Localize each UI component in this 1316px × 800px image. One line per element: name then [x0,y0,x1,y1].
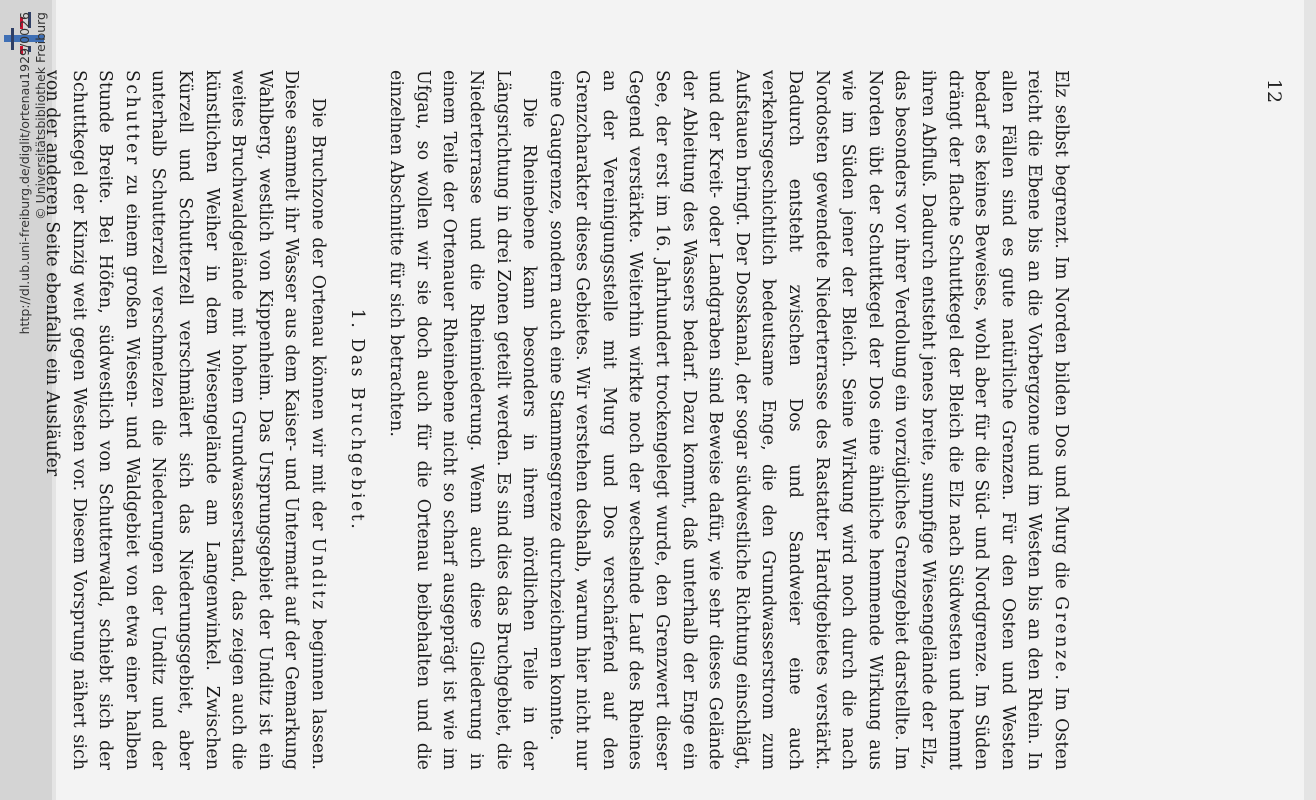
spaced-term-grenze: Grenze [1051,596,1071,675]
section-title: Das Bruchgebiet. [346,338,367,532]
paragraph-3-text-c: zu einem großen Wiesen- und Waldgebiet von etwa einer halben Stunde Breite. Bei Höfen, südwestlich von Schutterwald, schiebt sich der Schuttkegel der Kinzig weit gegen Westen vor. Diesem Vorsprung nähert sich von der anderen Seite ebenfalls ein Ausläufer [42,70,142,770]
section-number: 1. [346,308,367,331]
paragraph-3 [38,70,331,770]
paragraph-3-text-a: Die Bruchzone der Ortenau können wir mit der [307,97,328,538]
page-number: 12 [1263,78,1286,104]
paragraph-1 [542,70,1074,770]
spaced-term-schutter: Schutter [121,70,142,167]
source-url[interactable]: http://dl.ub.uni-freiburg.de/diglit/ortenau1929/0026 [17,12,32,335]
scanned-page [42,0,1304,800]
paragraph-1-text-b: . Im Osten reicht die Ebene bis an die Vorbergzone und im Westen bis an den Rhein. In allen Fällen sind es gute natürliche Grenzen. Für den Osten und Westen bedarf es keines Beweises, wohl aber für die Süd- und Nordgrenze. Im Süden drängt der flache Schuttkegel der Bleich die Elz nach Südwesten und hemmt ihren Abfluß. Dadurch entsteht jenes breite, sumpfige Wiesengelände der Elz, das besonders vor ihrer Verdolung ein vorzügliches Grenzgebiet darstellte. Im Norden übt der Schuttkegel der Dos eine ähnliche hemmende Wirkung aus wie im Süden jener der Bleich. Seine Wirkung wird noch durch die nach Nordosten gewendete Niederterrasse des Rastatter Hardtgebietes verstärkt. Dadurch entsteht zwischen Dos und Sandweier eine auch verkehrsgeschichtlich bedeutsame Enge, die den Grundwasserstrom zum Aufstauen bringt. Der Dosskanal, der sogar südwestliche Richtung einschlägt, und der Kreit- oder Landgraben sind Beweise dafür, wie sehr dieses Gelände der Ableitung des Wassers bedarf. Dazu kommt, daß unterhalb der Enge ein See, der erst im 16. Jahrhundert trockengelegt wurde, den Grenzwert dieser Gegend verstärkte. Weiterhin wirkte noch der wechselnde Lauf des Rheines an der Vereinigungsstelle mit Murg und Dos verschärfend auf den Grenzcharakter dieses Gebietes. Wir verstehen deshalb, warum hier nicht nur eine Gaugrenze, sondern auch eine Stammesgrenze durchzeichnen konnte. [545,70,1071,770]
spaced-term-unditz: Unditz [307,537,328,612]
paragraph-3-text-b: beginnen lassen. Diese sammelt ihr Wasser aus dem Kaiser- und Untermatt auf der Gemarkung Wahlberg, westlich von Kippenheim. Das Ursprungsgebiet der Unditz ist ein weites Bruchwaldgelände mit hohem Grundwasserstand, das zeigen auch die künstlichen Weiher in dem Wiesengelände am Langenwinkel. Zwischen Kürzell und Schutterzell verschmälert sich das Niederungsgebiet, aber unterhalb Schutterzell verschmelzen die Niederungen der Unditz und der [148,70,328,770]
section-heading [343,70,370,770]
paragraph-2: Die Rheinebene kann besonders in ihrem nördlichen Teile in der Längsrichtung in drei Zonen geteilt werden. Es sind dies das Bruchgebiet, die Niederterrasse und die Rheinniederung. Wenn auch diese Gliederung in einem Teile der Ortenauer Rheinebene nicht so scharf ausgeprägt ist wie im Ufgau, so wollen wir sie doch auch für die Ortenau beibehalten und die einzelnen Abschnitte für sich betrachten. [386,70,540,770]
page-text-block [0,70,1074,770]
copyright-notice: © Universitätsbibliothek Freiburg [33,12,48,220]
paragraph-1-text-a: Elz selbst begrenzt. Im Norden bilden Dos und Murg die [1051,70,1071,597]
